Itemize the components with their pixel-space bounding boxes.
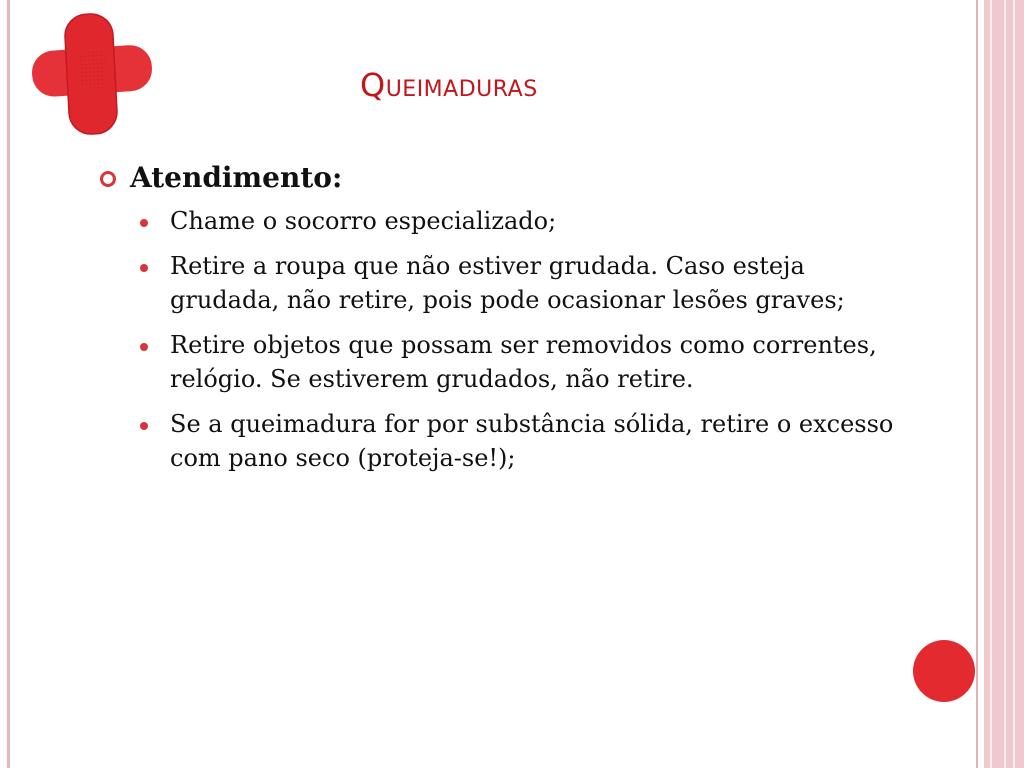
list-item: [98, 328, 920, 396]
bullet-heading: [98, 158, 918, 198]
slide-content: [98, 158, 918, 486]
slide-title: Queimaduras: [360, 66, 538, 104]
list-item: [98, 249, 920, 317]
list-item-text: Chame o socorro especializado;: [170, 207, 557, 235]
dot-bullet-icon: [140, 422, 148, 430]
list-item-text: Se a queimadura for por substância sólida, retire o excesso com pano seco (proteja-se!);: [170, 410, 894, 472]
ring-bullet-icon: [100, 171, 116, 187]
dot-bullet-icon: [140, 343, 148, 351]
heading-text: Atendimento:: [130, 161, 343, 194]
frame-stripe: [1013, 0, 1015, 768]
bullet-list: [98, 204, 918, 475]
first-aid-bandage-icon: [20, 10, 160, 140]
frame-stripe: [1004, 0, 1006, 768]
frame-stripe: [990, 0, 992, 768]
frame-line-right: [976, 0, 978, 768]
list-item: [98, 204, 920, 238]
list-item: [98, 407, 920, 475]
dot-bullet-icon: [140, 264, 148, 272]
red-circle-decoration: [913, 640, 975, 702]
dot-bullet-icon: [140, 219, 148, 227]
list-item-text: Retire a roupa que não estiver grudada. Caso esteja grudada, não retire, pois pode ocasionar lesões graves;: [170, 252, 845, 314]
list-item-text: Retire objetos que possam ser removidos como correntes, relógio. Se estiverem grudados, não retire.: [170, 331, 877, 393]
frame-line-left: [7, 0, 10, 768]
